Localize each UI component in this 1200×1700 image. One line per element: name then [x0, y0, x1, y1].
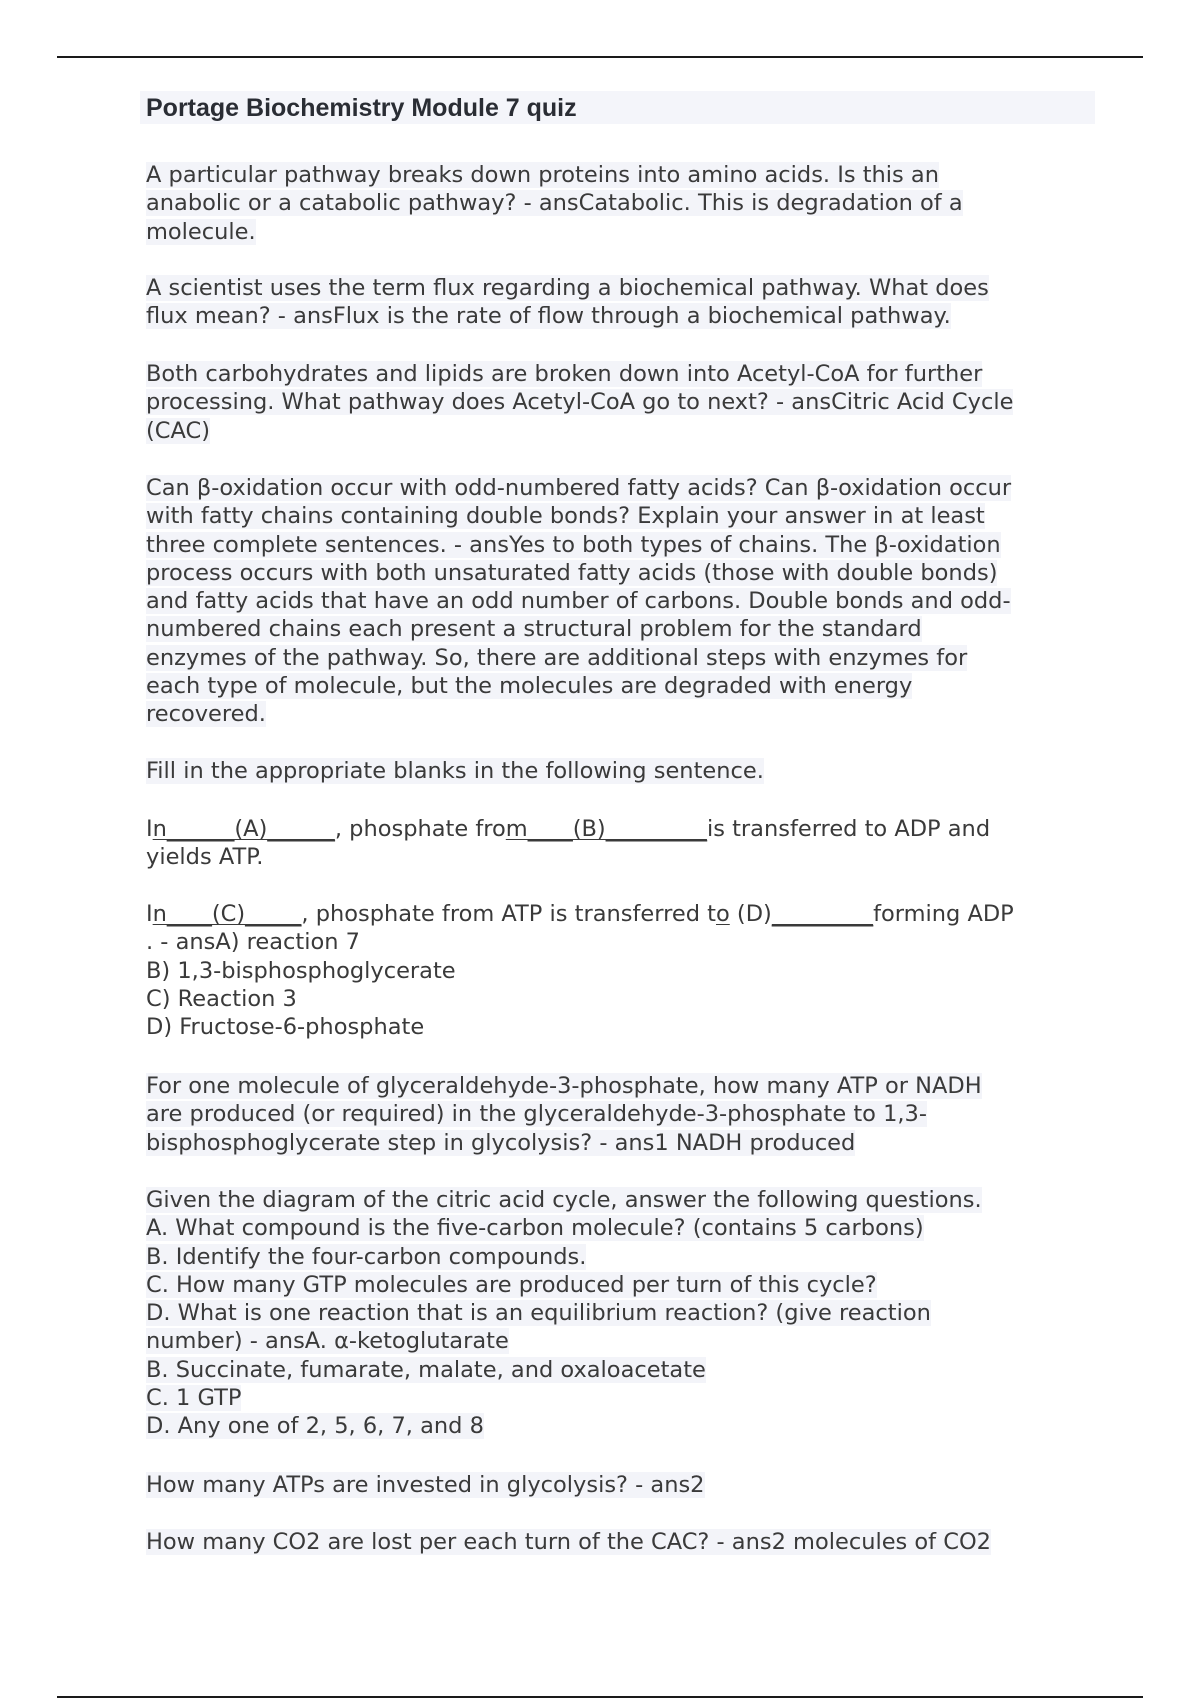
text-line: recovered.	[146, 701, 266, 728]
answer-line: D) Fructose-6-phosphate	[146, 1014, 425, 1041]
text-line: are produced (or required) in the glyceraldehyde-3-phosphate to 1,3-	[146, 1101, 927, 1128]
text-line: with fatty chains containing double bonds? Explain your answer in at least	[146, 503, 985, 530]
question-1	[146, 161, 1101, 246]
text-line: (CAC)	[146, 417, 210, 444]
text-line: yields ATP.	[146, 844, 264, 871]
text-line: Both carbohydrates and lipids are broken down into Acetyl-CoA for further	[146, 361, 983, 387]
text-line: B. Succinate, fumarate, malate, and oxaloacetate	[146, 1356, 706, 1383]
blank-a: n______(A)______	[152, 816, 335, 842]
question-5-intro	[146, 757, 1101, 785]
answer-line: . - ansA) reaction 7	[146, 929, 360, 956]
text-line: Can β-oxidation occur with odd-numbered fatty acids? Can β-oxidation occur	[146, 475, 1012, 501]
question-7	[146, 1186, 1101, 1441]
text-line: D. What is one reaction that is an equilibrium reaction? (give reaction	[146, 1300, 931, 1327]
blank-b: m____(B)_________	[505, 816, 707, 842]
text-line: molecule.	[146, 218, 256, 245]
answer-line: B) 1,3-bisphosphoglycerate	[146, 957, 456, 984]
text-line: Fill in the appropriate blanks in the following sentence.	[146, 758, 764, 784]
text-line: C. How many GTP molecules are produced per turn of this cycle?	[146, 1271, 877, 1298]
text-line: flux mean? - ansFlux is the rate of flow through a biochemical pathway.	[146, 303, 951, 330]
text-line: A scientist uses the term flux regarding a biochemical pathway. What does	[146, 275, 989, 301]
question-6	[146, 1072, 1101, 1157]
text-line: B. Identify the four-carbon compounds.	[146, 1243, 587, 1270]
text-fragment: (D)	[729, 901, 772, 927]
text-fragment: is transferred to ADP and	[706, 816, 991, 842]
page-title: Portage Biochemistry Module 7 quiz	[146, 94, 577, 122]
text-line: Given the diagram of the citric acid cycle, answer the following questions.	[146, 1187, 982, 1213]
text-line: A particular pathway breaks down proteins into amino acids. Is this an	[146, 162, 939, 188]
question-8	[146, 1471, 1101, 1499]
bottom-rule	[57, 1696, 1143, 1698]
text-fragment: , phosphate fro	[334, 816, 506, 842]
text-line: numbered chains each present a structural problem for the standard	[146, 616, 922, 643]
question-3	[146, 360, 1101, 445]
blank-d: _________	[771, 901, 874, 927]
text-fragment: I	[146, 816, 153, 842]
text-line: How many CO2 are lost per each turn of the CAC? - ans2 molecules of CO2	[146, 1529, 991, 1555]
blank-c: n____(C)_____	[152, 901, 302, 927]
question-5-sentence-1	[146, 815, 1101, 872]
text-line: How many ATPs are invested in glycolysis? - ans2	[146, 1472, 705, 1498]
text-line: C. 1 GTP	[146, 1385, 242, 1412]
text-line: A. What compound is the five-carbon molecule? (contains 5 carbons)	[146, 1215, 924, 1242]
text-line: and fatty acids that have an odd number of carbons. Double bonds and odd-	[146, 588, 1011, 615]
text-line: anabolic or a catabolic pathway? - ansCatabolic. This is degradation of a	[146, 190, 963, 217]
text-line: process occurs with both unsaturated fatty acids (those with double bonds)	[146, 559, 998, 586]
text-line: three complete sentences. - ansYes to both types of chains. The β-oxidation	[146, 531, 1001, 558]
text-line: number) - ansA. α-ketoglutarate	[146, 1328, 509, 1355]
answer-line: C) Reaction 3	[146, 985, 297, 1012]
text-line: For one molecule of glyceraldehyde-3-phosphate, how many ATP or NADH	[146, 1073, 982, 1099]
text-line: each type of molecule, but the molecules are degraded with energy	[146, 673, 913, 700]
text-fragment: I	[146, 901, 153, 927]
question-5-sentence-2	[146, 900, 1101, 1041]
question-9	[146, 1528, 1101, 1556]
text-line: enzymes of the pathway. So, there are additional steps with enzymes for	[146, 644, 968, 671]
text-fragment: o	[715, 901, 730, 927]
top-rule	[57, 56, 1143, 58]
text-fragment: forming ADP	[873, 901, 1014, 927]
text-line: D. Any one of 2, 5, 6, 7, and 8	[146, 1413, 484, 1440]
text-line: bisphosphoglycerate step in glycolysis? - ans1 NADH produced	[146, 1129, 856, 1156]
text-fragment: , phosphate from ATP is transferred t	[301, 901, 716, 927]
text-line: processing. What pathway does Acetyl-CoA go to next? - ansCitric Acid Cycle	[146, 389, 1014, 416]
question-2	[146, 274, 1101, 331]
question-4	[146, 474, 1101, 729]
